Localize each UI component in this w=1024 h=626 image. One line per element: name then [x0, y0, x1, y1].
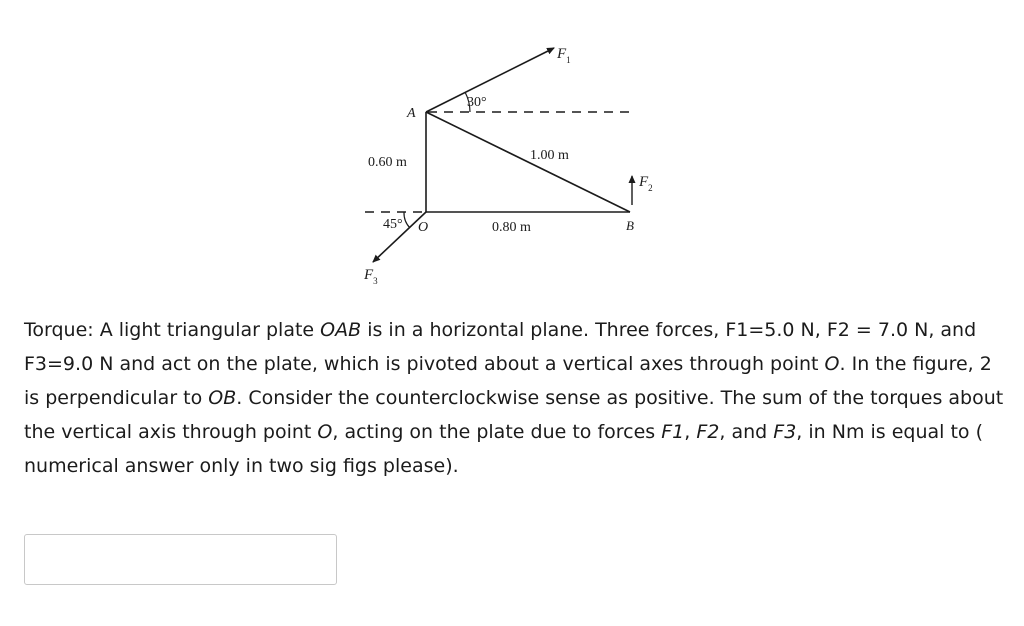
dimension-OA: 0.60 m — [368, 155, 407, 170]
angle-arc-45 — [404, 212, 410, 228]
force-label-F2: $F_2$ — [639, 174, 653, 193]
dimension-OB: 0.80 m — [492, 220, 531, 235]
point-label-O: O — [418, 220, 429, 235]
plate-name: OAB — [320, 319, 362, 341]
point-O-ref: O — [824, 353, 840, 375]
force-label-F1: $F_1$ — [557, 46, 571, 65]
force-F3-ref: F3 — [773, 421, 797, 443]
force-F1-arrow — [426, 48, 554, 112]
force-label-F3: $F_3$ — [364, 267, 378, 286]
line-OB-ref: OB — [208, 387, 237, 409]
question-text: Torque: A light triangular plate OAB is in a horizontal plane. Three forces, F1=5.0 N, F2 = 7.0 N, and F3=9.0 N and act on the plate, which is pivoted about a vertical axes through point O. In the figure, 2 is perpendicular to OB. Consider the counterclockwise sense as positive. The sum of the torques about the vertical axis through point O, acting on the plate due to forces F1, F2, and F3, in Nm is equal to ( numerical answer only in two sig figs please). — [24, 319, 1004, 477]
force-F2-ref: F2 — [696, 421, 720, 443]
force-F1-ref: F1 — [661, 421, 685, 443]
answer-input[interactable] — [24, 534, 337, 585]
point-label-A: A — [407, 106, 416, 121]
point-label-B: B — [626, 218, 634, 233]
point-O-ref-2: O — [317, 421, 333, 443]
torque-diagram — [0, 0, 1024, 300]
dimension-AB: 1.00 m — [530, 148, 569, 163]
side-AB — [426, 112, 630, 212]
angle-label-30: 30° — [467, 95, 487, 110]
angle-label-45: 45° — [383, 217, 403, 232]
